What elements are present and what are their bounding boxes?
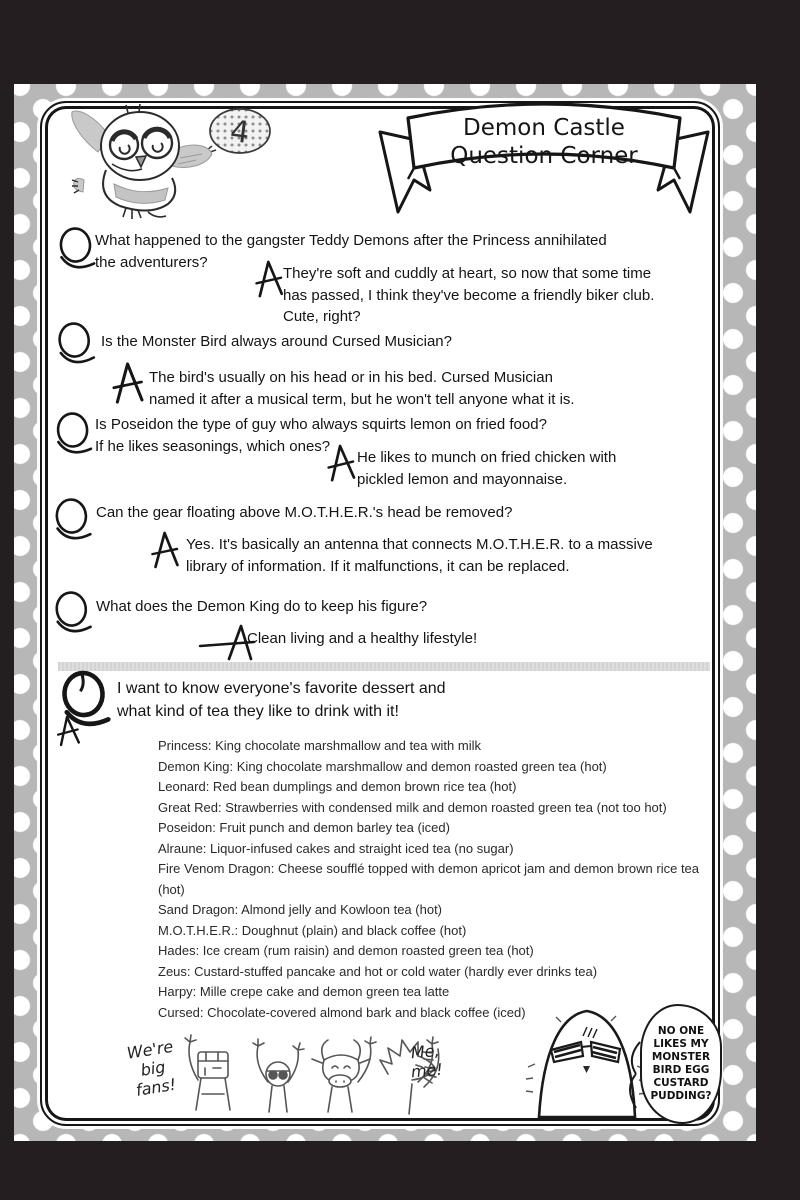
dessert-list-item: Sand Dragon: Almond jelly and Kowloon tea (hot) [158,902,443,917]
a-glyph [147,529,182,570]
dessert-list-item: Fire Venom Dragon: Cheese soufflé topped with demon apricot jam and demon brown rice tea (hot) [158,861,700,897]
a-glyph [323,441,359,483]
answer-text: They're soft and cuddly at heart, so now that some time has passed, I think they've become a friendly biker club. Cute, right? [283,265,655,325]
question-text: What happened to the gangster Teddy Demons after the Princess annihilated the adventurers? [95,232,607,271]
dessert-list-item: Alraune: Liquor-infused cakes and straight iced tea (no sugar) [158,840,514,856]
question-text: What does the Demon King do to keep his figure? [96,598,428,615]
dessert-list-item: Hades: Ice cream (rum raisin) and demon roasted green tea (hot) [158,943,534,958]
dessert-list-item: M.O.T.H.E.R.: Doughnut (plain) and black coffee (hot) [158,922,467,938]
dessert-list-item: Princess: King chocolate marshmallow and tea with milk [158,738,481,753]
dessert-list-item: Demon King: King chocolate marshmallow and demon roasted green tea (hot) [158,758,607,774]
page-title: Demon Castle Question Corner [450,115,638,169]
fans-handwriting: We're big fans! [125,1036,178,1100]
q-glyph [51,410,94,463]
title-banner [378,88,710,220]
a-glyph [108,359,148,406]
answer-text: Yes. It's basically an antenna that connects M.O.T.H.E.R. to a massive library of information. If it malfunctions, it can be replaced. [186,536,653,575]
q-glyph [52,318,99,373]
pudding-speech-text: NO ONE LIKES MY MONSTER BIRD EGG CUSTARD PUDDING? [650,1025,712,1102]
question-text: Can the gear floating above M.O.T.H.E.R.'s head be removed? [96,504,513,521]
q-glyph [49,495,94,549]
a-glyph [53,712,83,747]
answer-text: Clean living and a healthy lifestyle! [247,630,478,647]
question-text: Is the Monster Bird always around Cursed Musician? [101,333,452,350]
dessert-list-item: Leonard: Red bean dumplings and demon brown rice tea (hot) [158,779,517,794]
q-glyph [54,224,98,277]
dessert-list-item: Zeus: Custard-stuffed pancake and hot or cold water (hardly ever drinks tea) [158,963,598,979]
me-handwriting: Me, me! [410,1040,444,1082]
monster-bird-doodle [68,100,280,233]
dessert-list-item: Poseidon: Fruit punch and demon barley tea (iced) [158,820,450,835]
question-text: I want to know everyone's favorite dessert and what kind of tea they like to drink with it! [117,680,446,720]
dessert-list-item: Cursed: Chocolate-covered almond bark and black coffee (iced) [158,1004,526,1020]
pudding-speech-bubble [640,1004,722,1124]
question-text: Is Poseidon the type of guy who always squirts lemon on fried food? If he likes seasonings, which ones? [95,416,547,455]
a-glyph [251,257,287,298]
answer-text: He likes to munch on fried chicken with pickled lemon and mayonnaise. [357,449,617,488]
musical-glyph: 4 [228,113,252,152]
monster-bird-icon [68,100,280,228]
answer-text: The bird's usually on his head or in his bed. Cursed Musician named it after a musical term, but he won't tell anyone what it is. [149,369,575,408]
dessert-list [158,736,720,1023]
q-glyph [49,588,95,643]
dessert-list-item: Harpy: Mille crepe cake and demon green tea latte [158,984,450,999]
dessert-list-item: Great Red: Strawberries with condensed milk and demon roasted green tea (not too hot) [158,799,667,815]
section-divider [58,662,710,671]
